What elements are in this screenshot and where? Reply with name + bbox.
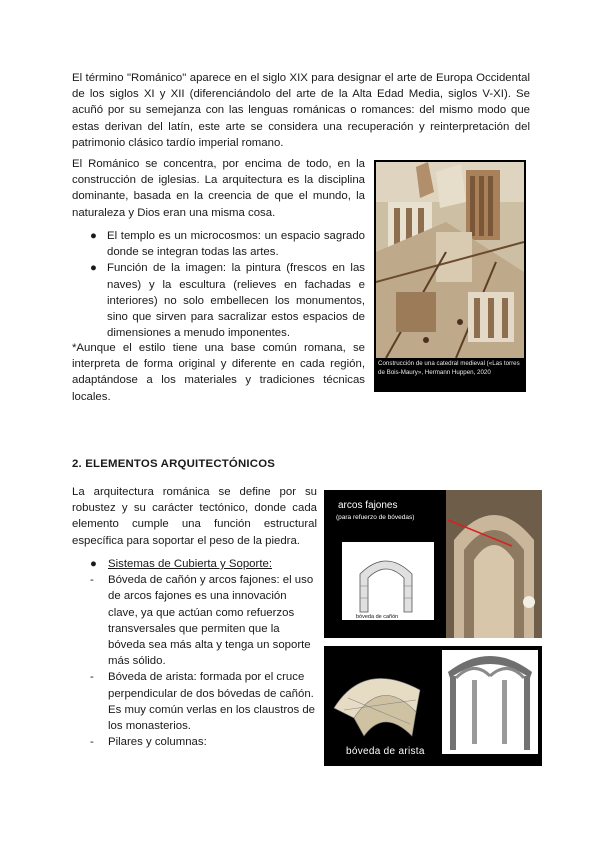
list-item xyxy=(88,228,365,260)
arches-subtitle: (para refuerzo de bóvedas) xyxy=(336,514,415,521)
groin-vault-figure xyxy=(324,646,542,766)
list-item xyxy=(88,556,317,572)
romanesque-paragraph: El Románico se concentra, por encima de todo, en la construcción de iglesias. La arquitectura es la disciplina dominante, basada en la creencia de que el mundo, la naturaleza y Dios eran una misma cosa. xyxy=(72,158,365,219)
note-paragraph: *Aunque el estilo tiene una base común romana, se interpreta de forma original y diferente en cada región, adaptándose a los materiales y tradiciones técnicas locales. xyxy=(72,342,365,403)
figure-caption: Construcción de una catedral medieval («Las torres de Bois-Maury», Hermann Huppen, 2020 xyxy=(378,360,520,376)
cathedral-construction-figure xyxy=(374,160,526,392)
list-item xyxy=(88,669,317,734)
dash-marker: - xyxy=(90,574,94,587)
bullet-marker: ● xyxy=(90,262,97,275)
bullet-marker: ● xyxy=(90,230,97,242)
barrel-vault-label: bóveda de cañón xyxy=(356,614,399,620)
transverse-arches-figure xyxy=(324,490,542,638)
list-item xyxy=(88,734,317,750)
list-item xyxy=(88,572,317,669)
section-heading: 2. ELEMENTOS ARQUITECTÓNICOS xyxy=(72,458,276,470)
bullet-text: Función de la imagen: la pintura (frescos en las naves) y la escultura (relieves en fachadas e interiores) no solo embellecen los monumentos, sino que sirven para sacralizar estos espacios de dimensiones a menudo imponentes. xyxy=(107,262,365,340)
architecture-paragraph: La arquitectura románica se define por su robustez y su carácter tectónico, donde cada elemento cumple una función estructural específica para soportar el peso de la piedra. xyxy=(72,486,317,547)
groin-vault-label: bóveda de arista xyxy=(346,746,425,757)
arches-title: arcos fajones xyxy=(338,500,398,511)
item-text: Bóveda de arista: formada por el cruce perpendicular de dos bóvedas de cañón. Es muy común verlas en los claustros de los monasterios. xyxy=(108,671,316,733)
bullet-list xyxy=(88,228,365,341)
subheading: Sistemas de Cubierta y Soporte: xyxy=(108,558,272,570)
dash-marker: - xyxy=(90,736,94,749)
intro-paragraph: El término "Románico" aparece en el siglo XIX para designar el arte de Europa Occidental de los siglos XI y XII (diferenciándolo del arte de la Alta Edad Media, siglos V-XI). Se acuñó por su semejanza con las lenguas románicas o romances: del mismo modo que estas derivan del latín, este arte se considera una recuperación y reinterpretación del patrimonio clásico tardío imperial romano. xyxy=(72,72,530,149)
bullet-marker: ● xyxy=(90,558,97,570)
item-text: Bóveda de cañón y arcos fajones: el uso de arcos fajones es una innovación clave, ya que actúan como refuerzos transversales que permiten que la bóveda sea más alta y tenga un soporte más sólido. xyxy=(108,574,314,668)
cathedral-illustration xyxy=(376,162,524,358)
bullet-text: El templo es un microcosmos: un espacio sagrado donde se integran todas las artes. xyxy=(107,230,365,259)
list-item xyxy=(88,260,365,341)
elements-list xyxy=(88,556,317,750)
dash-marker: - xyxy=(90,671,94,684)
item-text: Pilares y columnas: xyxy=(108,736,207,749)
